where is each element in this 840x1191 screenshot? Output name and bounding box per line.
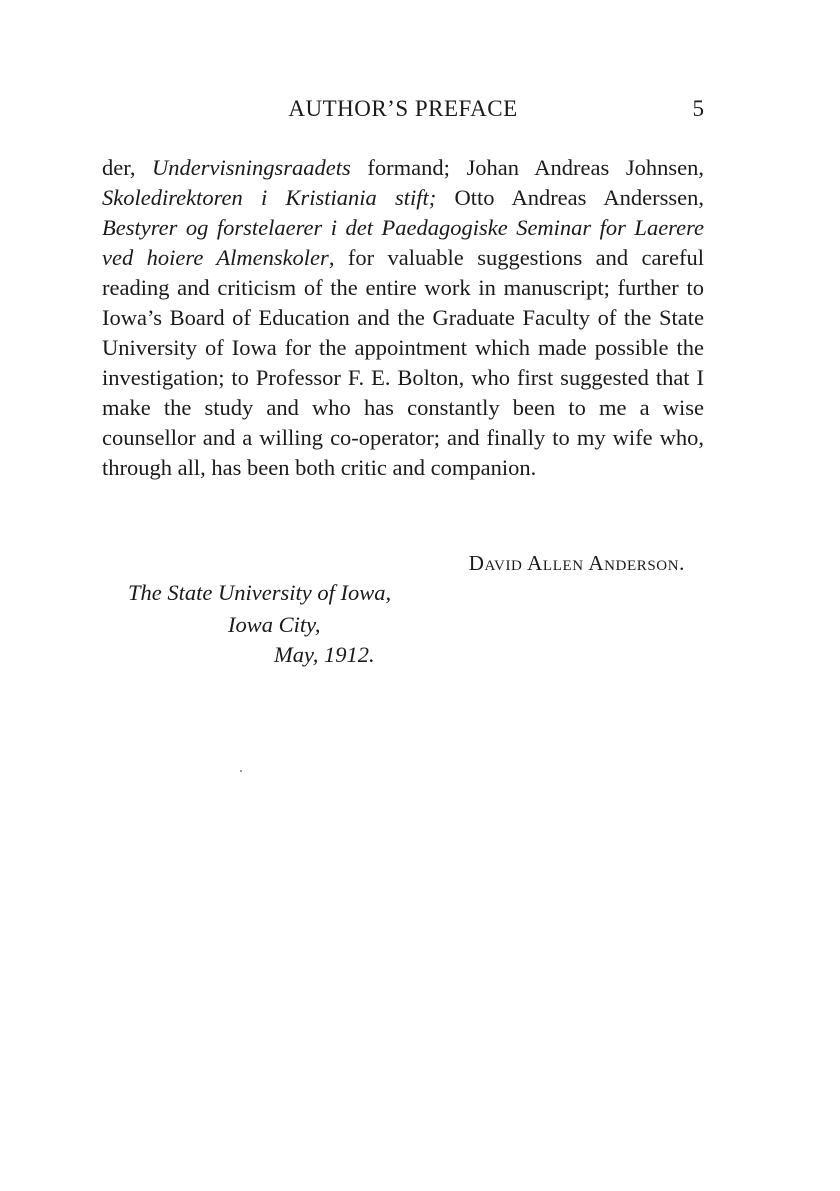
italic-segment: Bestyrer og forstelaerer i det Paedagogiske Seminar for Laerere ved hoiere Almenskoler [102,215,704,270]
text-segment: der, [102,155,153,180]
text-segment: Otto Andreas Anderssen, [436,185,704,210]
page-header [102,96,704,128]
place-line-city: Iowa City, [228,612,321,637]
place-line-date: May, 1912. [274,642,375,667]
text-segment: formand; Johan Andreas Johnsen, [350,155,704,180]
preface-paragraph [102,153,704,483]
running-head: AUTHOR’S PREFACE [288,96,518,121]
italic-segment: Undervisningsraadets [152,155,351,180]
place-line-institution: The State University of Iowa, [128,580,392,605]
text-segment: , for valuable suggestions and careful reading and criticism of the entire work in manuscript; further to Iowa’s Board of Education and the Graduate Faculty of the State University of Iowa for the appointment which made possible the investigation; to Professor F. E. Bolton, who first suggested that I make the study and who has constantly been to me a wise counsellor and a willing co-operator; and finally to my wife who, through all, has been both critic and companion. [102,245,705,480]
italic-segment: Skoledirektoren i Kristiania stift; [102,185,437,210]
print-speck [240,770,242,772]
page-number: 5 [692,96,704,121]
author-signature: David Allen Anderson. [468,551,685,575]
